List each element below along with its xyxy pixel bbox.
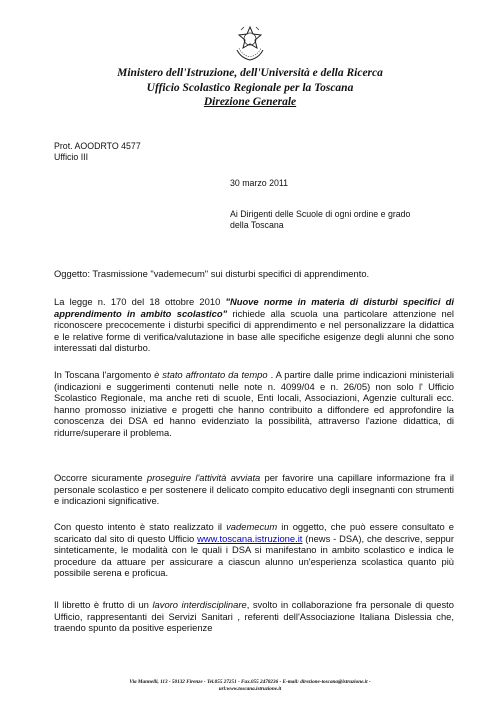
emphasis-text: proseguire l'attività avviata (146, 472, 261, 483)
paragraph-text: (news - DSA), che descrive, seppur sinteticamente, le modalità con le quali i DSA si manifestano in ambito scolastico e indica le procedure da attuare per assicurare a ciascun alunno un'esperienza scolastica quanto più possibile serena e proficua. (54, 532, 454, 579)
paragraph-1 (54, 296, 454, 354)
republic-emblem-icon (233, 24, 267, 62)
directorate-name: Direzione Generale (203, 96, 297, 108)
emphasis-text: vademecum (226, 521, 278, 532)
law-title: "Nuove norme in materia di disturbi specifici di apprendimento in ambito scolastico" (54, 296, 454, 319)
paragraph-text: Occorre sicuramente (54, 472, 147, 483)
subject-label: Oggetto: (54, 268, 90, 279)
letter-date: 30 marzo 2011 (230, 178, 289, 188)
subject-text: Trasmissione "vademecum" sui disturbi specifici di apprendimento. (89, 268, 370, 279)
paragraph-text: Con questo intento è stato realizzato il (54, 521, 227, 532)
recipient-line-2: della Toscana (230, 220, 284, 230)
paragraph-text: in oggetto, che può essere consultato e scaricato dal sito di questo Ufficio (54, 521, 454, 544)
office-name: Ufficio Scolastico Regionale per la Toscana (146, 81, 354, 94)
paragraph-text: , svolto in collaborazione fra personale di questo Ufficio, rappresentanti dei Servizi Sanitari , referenti dell'Associazione Italiana Dislessia che, traendo spunto da positive esperienze (54, 599, 454, 634)
paragraph-text: per favorire una capillare informazione fra il personale scolastico e per sostenere il delicato compito educativo degli insegnanti con strumenti e indicazioni significative. (54, 472, 454, 507)
paragraph-2 (54, 369, 454, 439)
recipient-block (230, 209, 410, 231)
footer-url: url:www.toscana.istruzione.it (218, 686, 282, 693)
paragraph-4 (54, 521, 454, 579)
ministry-name: Ministero dell'Istruzione, dell'Università e della Ricerca (117, 67, 383, 79)
recipient-line-1: Ai Dirigenti delle Scuole di ogni ordine e grado (230, 209, 411, 219)
paragraph-text: richiede alla scuola una particolare attenzione nel riconoscere precocemente i disturbi specifici di apprendimento e nel personalizzare la didattica e le relative forme di verifica/valutazione in base alle specifiche esigenze degli alunni che sono interessati dal disturbo. (54, 307, 454, 354)
emphasis-text: è stato affrontato da tempo (154, 369, 268, 380)
paragraph-text: La legge n. 170 del 18 ottobre 2010 (54, 296, 226, 307)
ministry-header (0, 66, 500, 110)
emphasis-text: lavoro interdisciplinare (152, 599, 247, 610)
footer-address: Via Mannelli, 113 - 50132 Firenze - Tel.055 27251 - Fax.055 2478236 - E-mail: direzione-toscana@istruzione.it - (129, 679, 371, 685)
subject-line (54, 268, 454, 280)
letter-footer (0, 679, 500, 694)
paragraph-5 (54, 599, 454, 634)
protocol-block (54, 141, 141, 163)
paragraph-3 (54, 472, 454, 507)
protocol-number: Prot. AOODRTO 4577 (54, 141, 141, 151)
paragraph-text: . A partire dalle prime indicazioni ministeriali (indicazioni e suggerimenti contenuti nelle note n. 4099/04 e n. 26/05) non solo l' Ufficio Scolastico Regionale, ma anche reti di scuole, Enti locali, Associazioni, Agenzie culturali ecc. hanno promosso iniziative e progetti che hanno contribuito a diffondere ed approfondire la conoscenza dei DSA ed hanno evidenziato la possibilità, attraverso l'azione didattica, di ridurre/superare il problema. (54, 369, 455, 438)
paragraph-text: Il libretto è frutto di un (54, 599, 153, 610)
website-link[interactable]: www.toscana.istruzione.it (197, 532, 303, 544)
paragraph-text: In Toscana l'argomento (54, 369, 155, 380)
office-number: Ufficio III (54, 152, 89, 162)
